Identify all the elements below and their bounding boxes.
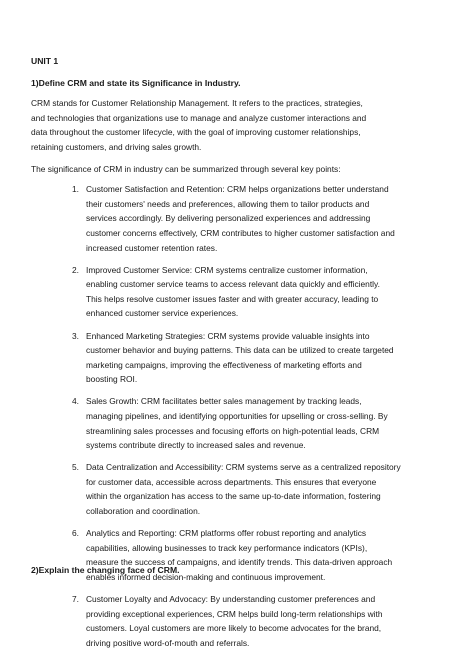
point-line: Sales Growth: CRM facilitates better sales management by tracking leads,: [86, 396, 362, 407]
point-line: Data Centralization and Accessibility: CRM systems serve as a centralized repository: [86, 462, 401, 473]
point-number: 7.: [72, 594, 79, 604]
point-line: marketing campaigns, improving the effectiveness of marketing efforts and: [86, 359, 362, 370]
point-line: enabling customer service teams to access relevant data quickly and efficiently.: [86, 279, 380, 290]
point-number: 4.: [72, 396, 79, 407]
point-line: boosting ROI.: [86, 374, 138, 385]
point-line: Customer Satisfaction and Retention: CRM helps organizations better understand: [86, 184, 389, 195]
list-item: [31, 592, 424, 650]
point-number: 5.: [72, 462, 79, 473]
list-item: [31, 460, 424, 518]
definition-line: and technologies that organizations use to manage and analyze customer interactions and: [31, 112, 367, 123]
point-line: Customer Loyalty and Advocacy: By understanding customer preferences and: [86, 594, 376, 604]
point-line: providing exceptional experiences, CRM helps build long-term relationships with: [86, 608, 383, 619]
point-number: 2.: [72, 264, 79, 275]
list-item: [31, 182, 424, 255]
point-line: This helps resolve customer issues faster and with greater accuracy, leading to: [86, 293, 379, 304]
definition-line: data throughout the customer lifecycle, with the goal of improving customer relationships,: [31, 127, 361, 138]
point-line: managing pipelines, and identifying opportunities for upselling or cross-selling. By: [86, 410, 388, 421]
question-2-title: 2)Explain the changing face of CRM.: [31, 565, 180, 575]
point-line: capabilities, allowing businesses to track key performance indicators (KPIs),: [86, 542, 368, 553]
question-1-title: 1)Define CRM and state its Significance in Industry.: [31, 77, 241, 88]
point-line: within the organization has access to the same up-to-date information, fostering: [86, 491, 381, 502]
definition-line: retaining customers, and driving sales growth.: [31, 141, 202, 152]
point-line: increased customer retention rates.: [86, 242, 218, 253]
point-line: Improved Customer Service: CRM systems centralize customer information,: [86, 264, 368, 275]
point-number: 3.: [72, 330, 79, 341]
point-line: customer behavior and buying patterns. This data can be utilized to create targeted: [86, 345, 394, 356]
point-number: 1.: [72, 184, 79, 195]
point-line: Enhanced Marketing Strategies: CRM systems provide valuable insights into: [86, 330, 370, 341]
point-line: driving positive word-of-mouth and referrals.: [86, 637, 250, 648]
list-item: [31, 263, 424, 321]
point-line: services accordingly. By delivering personalized experiences and addressing: [86, 213, 371, 224]
point-line: Analytics and Reporting: CRM platforms offer robust reporting and analytics: [86, 528, 367, 539]
point-number: 6.: [72, 528, 79, 539]
point-line: collaboration and coordination.: [86, 506, 201, 517]
list-item: [31, 394, 424, 452]
point-line: streamlining sales processes and focusing efforts on high-potential leads, CRM: [86, 425, 380, 436]
point-line: for customer data, accessible across departments. This ensures that everyone: [86, 476, 377, 487]
point-line: systems contribute directly to increased sales and revenue.: [86, 440, 306, 451]
list-item: [31, 329, 424, 387]
point-line: their customers' needs and preferences, allowing them to tailor products and: [86, 198, 370, 209]
point-line: measure the success of campaigns, and identify trends. This data-driven approach: [86, 557, 393, 568]
point-line: customers. Loyal customers are more likely to become advocates for the brand,: [86, 623, 382, 634]
unit-title: UNIT 1: [31, 56, 59, 66]
significance-points-list: [31, 182, 424, 650]
significance-intro: The significance of CRM in industry can be summarized through several key points:: [31, 163, 341, 174]
point-line: enhanced customer service experiences.: [86, 308, 239, 319]
point-line: enables informed decision-making and continuous improvement.: [86, 571, 326, 582]
crm-definition-paragraph: [31, 96, 424, 154]
point-line: customer concerns effectively, CRM contributes to higher customer satisfaction and: [86, 227, 395, 238]
definition-line: CRM stands for Customer Relationship Management. It refers to the practices, strategies,: [31, 98, 363, 109]
